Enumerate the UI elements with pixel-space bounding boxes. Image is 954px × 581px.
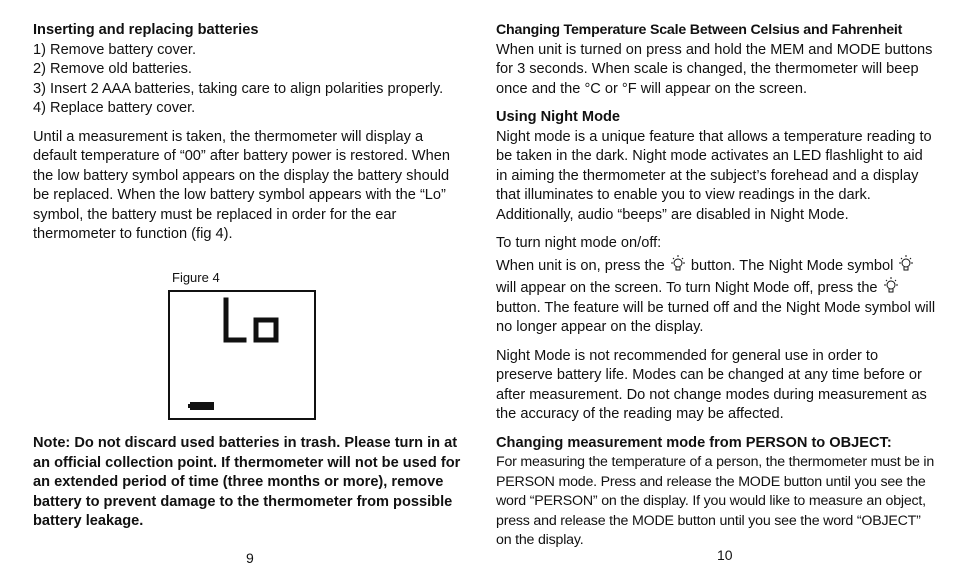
toggle-text-4: button. The feature will be turned off and the Night Mode symbol will no longer appear on the display. bbox=[496, 299, 936, 335]
person-object-text: For measuring the temperature of a person, the thermometer must be in PERSON mode. Press and release the MODE button until you see the word “PERSON” on the display. If you would like to measure an object, press and release the MODE button until you see the word “OBJECT” on the display. bbox=[496, 454, 935, 548]
battery-steps bbox=[33, 41, 458, 119]
night-toggle-intro: To turn night mode on/off: bbox=[496, 235, 662, 251]
night-mode-caution: Night Mode is not recommended for general use in order to preserve battery life. Modes can be changed at any time before or after measurement. Do not change modes during measurement as the accuracy of the reading may be affected. bbox=[496, 347, 927, 422]
disposal-note: Note: Do not discard used batteries in trash. Please turn in at an official collection point. If thermometer will not be used for an extended period of time (three months or more), remove battery to prevent damage to the thermometer from possible battery leakage. bbox=[33, 435, 461, 529]
toggle-text-3: will appear on the screen. To turn Night Mode off, press the bbox=[496, 280, 878, 296]
low-battery-icon bbox=[188, 402, 214, 410]
step-3: 3) Insert 2 AAA batteries, taking care to align polarities properly. bbox=[33, 80, 444, 97]
night-mode-bulb-icon bbox=[669, 254, 687, 274]
scale-heading: Changing Temperature Scale Between Celsius and Fahrenheit bbox=[496, 22, 903, 38]
night-mode-heading: Using Night Mode bbox=[496, 109, 621, 125]
night-mode-bulb-icon bbox=[897, 254, 915, 274]
page-number-left: 9 bbox=[246, 550, 254, 566]
night-mode-bulb-icon bbox=[882, 276, 900, 296]
step-2: 2) Remove old batteries. bbox=[33, 61, 192, 77]
person-object-heading: Changing measurement mode from PERSON to OBJECT: bbox=[496, 434, 892, 451]
lcd-display-figure bbox=[168, 290, 316, 420]
toggle-text-2: button. The Night Mode symbol bbox=[690, 257, 894, 274]
battery-paragraph: Until a measurement is taken, the thermometer will display a default temperature of “00” after battery power is restored. When the low battery symbol appears on the display the battery should be replaced. When the low battery symbol appears with the “Lo” symbol, the battery must be replaced in order for the ear thermometer to function (fig 4). bbox=[33, 128, 450, 242]
figure-label: Figure 4 bbox=[172, 270, 220, 285]
lcd-lo-readout bbox=[170, 292, 314, 418]
page-number-right: 10 bbox=[717, 547, 733, 563]
night-toggle-text bbox=[496, 254, 936, 338]
battery-heading: Inserting and replacing batteries bbox=[33, 22, 259, 38]
step-4: 4) Replace battery cover. bbox=[33, 100, 196, 116]
toggle-text-1: When unit is on, press the bbox=[496, 257, 665, 274]
night-mode-text: Night mode is a unique feature that allows a temperature reading to be taken in the dark. Night mode activates an LED flashlight to aid in aiming the thermometer at the subject’s forehead and a display that illuminates to enable you to view readings in the dark. Additionally, audio “beeps” are disabled in Night Mode. bbox=[496, 128, 932, 223]
scale-text: When unit is turned on press and hold the MEM and MODE buttons for 3 seconds. When scale is changed, the thermometer will beep once and the °C or °F will appear on the screen. bbox=[496, 41, 933, 97]
step-1: 1) Remove battery cover. bbox=[33, 41, 197, 58]
